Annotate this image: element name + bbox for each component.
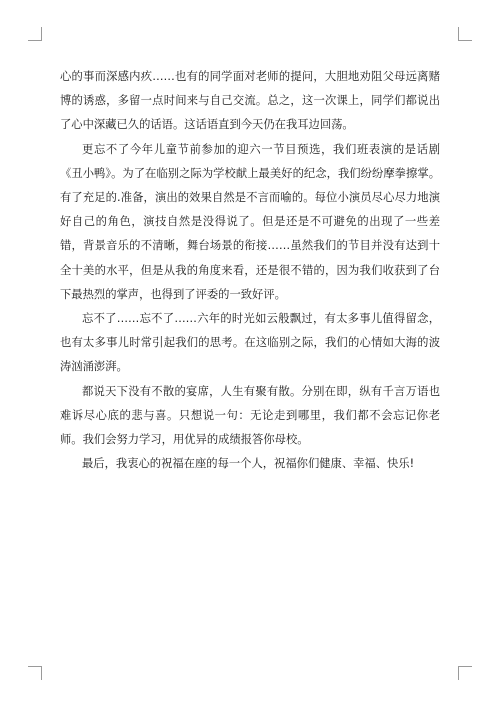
paragraph-5: 最后，我衷心的祝福在座的每一个人，祝福你们健康、幸福、快乐!: [82, 457, 415, 471]
paragraph-4: 都说天下没有不散的宴席，人生有聚有散。分别在即，纵有千言万语也难诉尽心底的悲与喜。只想说一句：无论走到哪里，我们都不会忘记你老师。我们会努力学习，用优异的成绩报答你母校。: [60, 384, 440, 447]
paragraph-1: 心的事而深感内疚……也有的同学面对老师的提问，大胆地劝阻父母远离赌博的诱惑，多留一点时间来与自己交流。总之，这一次课上，同学们都说出了心中深藏已久的话语。这话语直到今天仍在我耳边回荡。: [60, 70, 440, 132]
paragraph-2: 更忘不了今年儿童节前参加的迎六一节目预选，我们班表演的是话剧《丑小鸭》。为了在临别之际为学校献上最美好的纪念，我们纷纷摩拳擦掌。有了充足的.准备，演出的效果自然是不言而喻的。每位小演员尽心尽力地演好自己的角色，演技自然是没得说了。但是还是不可避免的出现了一些差错，背景音乐的不清晰，舞台场景的衔接……虽然我们的节目并没有达到十全十美的水平，但是从我的角度来看，还是很不错的，因为我们收获到了台下最热烈的掌声，也得到了评委的一致好评。: [60, 142, 440, 301]
document-body: [60, 65, 440, 476]
paragraph-3: 忘不了……忘不了……六年的时光如云般飘过，有太多事儿值得留念，也有太多事儿时常引起我们的思考。在这临别之际，我们的心情如大海的波涛汹涌澎湃。: [60, 312, 440, 374]
